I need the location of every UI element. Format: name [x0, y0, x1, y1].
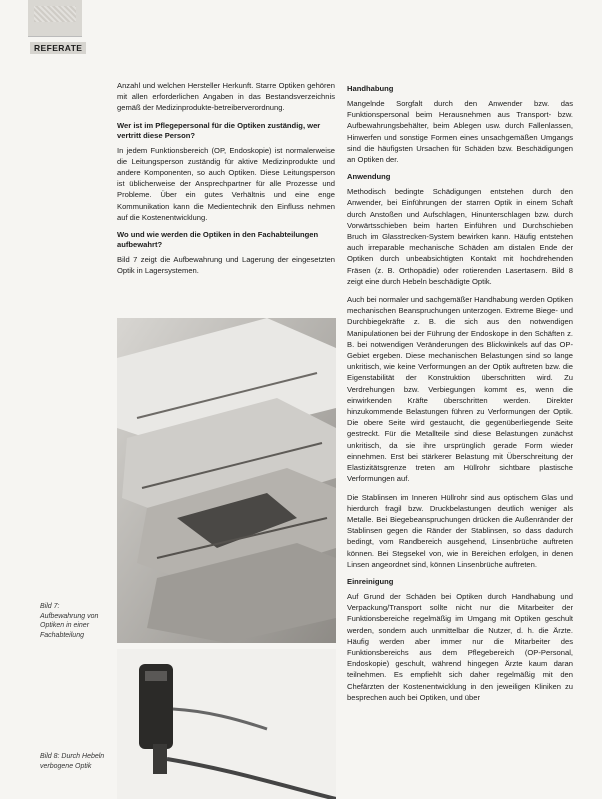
left-paragraph-3: Bild 7 zeigt die Aufbewahrung und Lagerung der eingesetzten Optik in Lagersystemen.: [117, 255, 335, 276]
right-paragraph-2: Methodisch bedingte Schädigungen entstehen durch den Anwender, bei Einführungen der starren Optik in einem Schaft durch Anstoßen und Aufschlagen, Hinunterschlagen bzw. durch Vorwärtsschieben beim harten Einführen und Durchschieben Bruch im Glasstrecken-System bewirken kann. Häufig entstehen auch irreparable mechanische Schäden am distalen Ende der Optiken durch unbeabsichtigten Kontakt mit hochdrehenden Fräsen (z. B. Orthopädie) oder rotierenden Lasertasern. Bild 8 zeigt eine durch Hebeln beschädigte Optik.: [347, 187, 573, 286]
right-heading-handhabung: Handhabung: [347, 84, 394, 93]
left-heading-2: Wo und wie werden die Optiken in den Fachabteilungen aufbewahrt?: [117, 230, 319, 250]
right-heading-anwendung: Anwendung: [347, 172, 391, 182]
section-label: REFERATE: [30, 42, 86, 54]
storage-photo-image: [117, 318, 336, 643]
right-paragraph-3: Auch bei normaler und sachgemäßer Handhabung werden Optiken mechanischen Beanspruchungen unterzogen. Extreme Biege- und Durchbiegekräfte z. B. die sich aus den notwendigen Manipulationen bei der Führung der Endoskope in den Schäften z. B. bei notwendigen Veränderungen des Blickwinkels auf das OP-Gebiet ergeben. Diese mechanischen Belastungen sind so lange unkritisch, wie keine Verformungen an der Optik auftreten bzw. die Eigenstabilität der Konstruktion überschritten wird. Zu Verdrehungen bzw. Verbiegungen kommt es, wenn die einwirkenden Kräfte überschritten werden. Direkter hinzukommende Belastungen führen zu Verformungen der Optik. Die obere Seite wird gestaucht, die gegenüberliegende Seite gestreckt. Für die Metallteile sind diese Belastungen zunächst unkritisch, da sie ihre ursprünglich gerade Form wieder einnehmen. Erst bei stärkerer Belastung mit Überschreitung der Elastizitätsgrenze treten am Hüllrohr sichtbare plastische Verformungen auf.: [347, 295, 573, 484]
left-heading-1: Wer ist im Pflegepersonal für die Optiken zuständig, wer vertritt diese Person?: [117, 120, 321, 140]
bent-optic-image: [117, 649, 336, 799]
storage-photo: [117, 318, 336, 643]
right-paragraph-1: Mangelnde Sorgfalt durch den Anwender bzw. das Funktionspersonal beim Herausnehmen aus Transport- bzw. Aufbewahrungsbehälter, beim Ablegen usw. durch Fallenlassen, Hinwerfen und sonstige Formen eines unsachgemäßen Umgangs sind die häufigsten Ursachen für Schäden bzw. Beschädigungen an Optiken der.: [347, 99, 573, 165]
right-paragraph-5: Auf Grund der Schäden bei Optiken durch Handhabung und Verpackung/Transport sollte nicht nur die Mitarbeiter der Funktionsbereiche regelmäßig im Umgang mit Optiken geschult werden, sondern auch unmittelbar die Nutzer, d. h. die Ärzte. Häufig werden aber immer nur die Mitarbeiter des Funktionsbereichs aus dem Pflegebereich (OP-Personal, Endoskopie) geschult, während hingegen Ärzte kaum daran teilnehmen. Es empfiehlt sich daher regelmäßig mit den Chefärzten der Kostenentwicklung in den jeweiligen Kliniken zu besprechen auch bei Optiken, und über: [347, 591, 573, 702]
left-column: [117, 80, 335, 283]
figure-caption-7: Bild 7: Aufbewahrung von Optiken in einer Fachabteilung: [40, 603, 99, 639]
right-paragraph-4: Die Stablinsen im Inneren Hüllrohr sind aus optischem Glas und hierdurch fragil bzw. Druckbelastungen deutlich weniger als Metalle. Bei Biegebeanspruchungen drücken die Außenränder der Stablinsen gegen die Ränder der Stablinsen, so dass dadurch bedingt, vom Randbereich ausgehend, Linsenbrüche auftreten können. Bei Stegsekel von, wie in Bereichen erfolgen, in denen Linsen angeordnet sind, können Linsenbrüche auftreten.: [347, 492, 573, 569]
right-column: [347, 80, 573, 710]
left-paragraph-2: In jedem Funktionsbereich (OP, Endoskopie) ist normalerweise die Leitungsperson zuständig für aktive Medizinprodukte und andere Komponenten, so auch Optiken. Diese Leitungsperson ist üblicherweise der Ansprechpartner für alle Prozesse und Probleme. Über ein gutes Verhältnis und eine enge Kommunikation kann die Medientechnik den Einfluss nehmen auf die Kostenentwicklung.: [117, 145, 335, 222]
bent-optic-photo: [117, 649, 336, 799]
left-paragraph-1: Anzahl und welchen Hersteller Herkunft. Starre Optiken gehören mit allen erforderlichen Angaben in das Bestandsverzeichnis gemäß der Medizinprodukte-betreiberverordnung.: [117, 81, 335, 113]
figure-caption-8: Bild 8: Durch Hebeln verbogene Optik: [40, 753, 105, 770]
header-decoration: [28, 0, 82, 37]
right-heading-einreinigung: Einreinigung: [347, 576, 394, 586]
